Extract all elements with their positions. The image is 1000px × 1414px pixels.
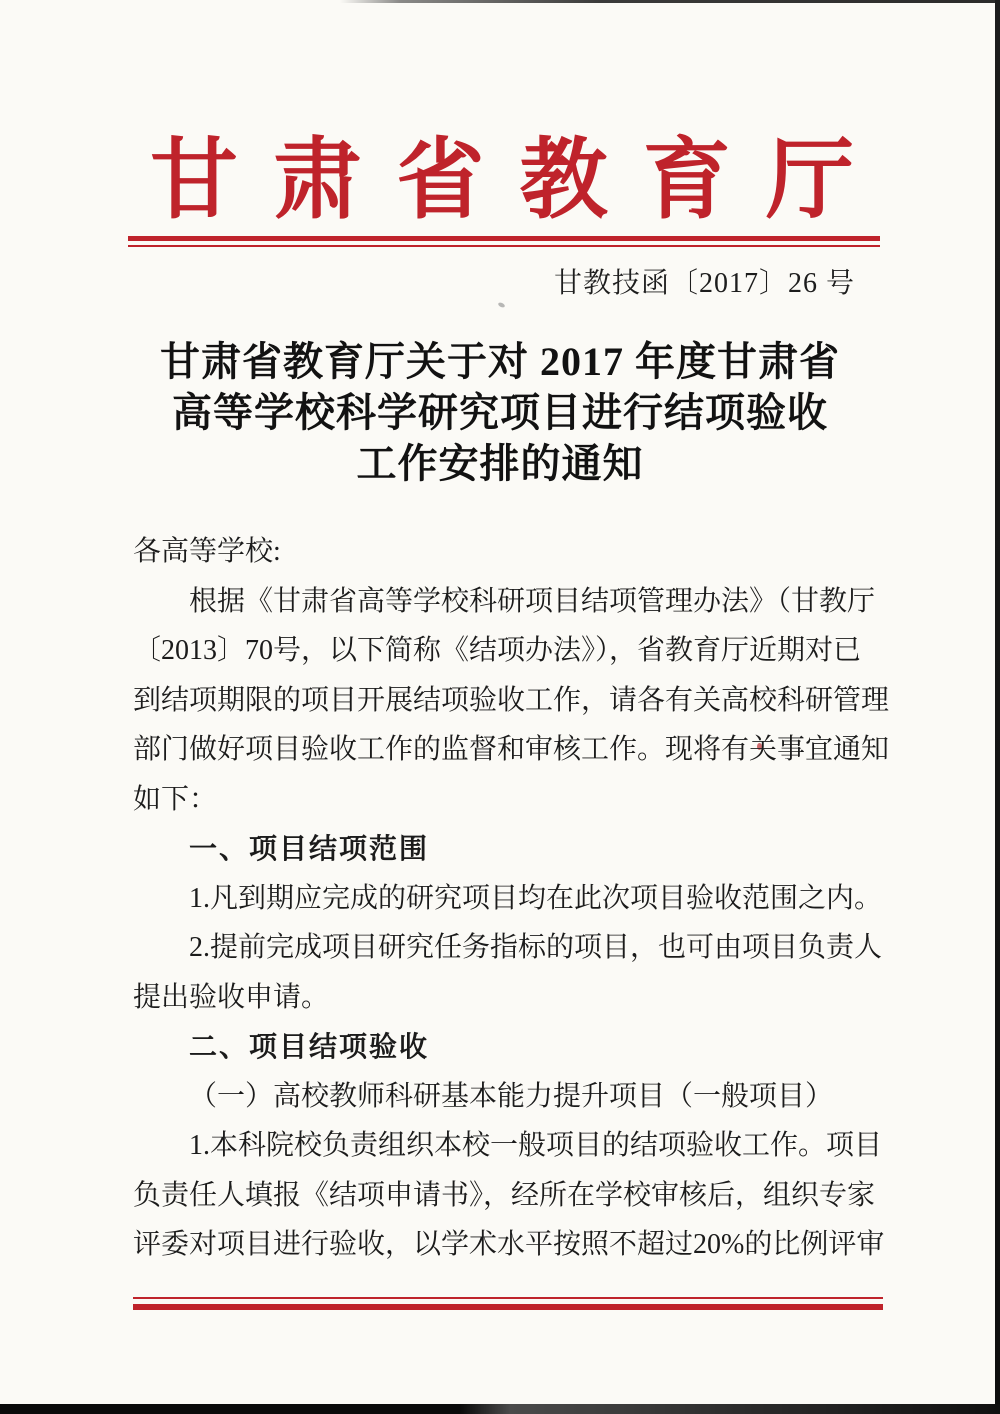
- body-line: 部门做好项目验收工作的监督和审核工作。现将有关事宜通知: [133, 734, 890, 765]
- agency-char: 厅: [765, 133, 854, 230]
- agency-header-title: [150, 134, 854, 231]
- body-line: 到结项期限的项目开展结项验收工作，请各有关高校科研管理: [133, 684, 890, 716]
- document-body: [133, 527, 890, 1270]
- body-line: 1.凡到期应完成的研究项目均在此次项目验收范围之内。: [189, 882, 883, 914]
- body-line: 评委对项目进行验收，以学术水平按照不超过20%的比例评审: [133, 1229, 885, 1260]
- document-title: [0, 336, 1000, 489]
- agency-char: 肃: [273, 133, 362, 230]
- body-line: 提出验收申请。: [133, 981, 330, 1013]
- title-line-3: 工作安排的通知: [356, 441, 644, 486]
- title-line-2: 高等学校科学研究项目进行结项验收: [172, 390, 828, 435]
- scan-artifact-bottom-edge: [0, 1404, 1000, 1414]
- agency-char: 甘: [150, 133, 239, 230]
- agency-char: 教: [519, 133, 608, 230]
- footer-rule-thin: [133, 1297, 883, 1299]
- body-line: 1.本科院校负责组织本校一般项目的结项验收工作。项目: [189, 1130, 883, 1161]
- body-line: 各高等学校:: [133, 536, 281, 567]
- scan-artifact-right-edge: [995, 0, 1000, 1414]
- body-line: 〔2013〕70号，以下简称《结项办法》），省教育厅近期对已: [133, 635, 862, 666]
- body-line: 负责任人填报《结项申请书》，经所在学校审核后，组织专家: [133, 1179, 876, 1211]
- footer-rule-thick: [133, 1304, 883, 1310]
- scan-artifact-top-edge: [0, 0, 1000, 3]
- body-section-heading: 二、项目结项验收: [189, 1031, 430, 1062]
- header-rule-thin: [128, 245, 880, 247]
- body-line: 根据《甘肃省高等学校科研项目结项管理办法》（甘教厅: [189, 585, 876, 617]
- agency-char: 省: [396, 133, 485, 230]
- scan-speck: [497, 302, 505, 309]
- document-number: 甘教技函〔2017〕26 号: [553, 268, 855, 299]
- body-line: 如下：: [133, 783, 218, 815]
- body-line: 2.提前完成项目研究任务指标的项目，也可由项目负责人: [189, 932, 883, 963]
- body-section-heading: 一、项目结项范围: [189, 833, 430, 864]
- agency-char: 育: [642, 133, 731, 230]
- title-line-1: 甘肃省教育厅关于对 2017 年度甘肃省: [160, 339, 840, 384]
- body-line: （一）高校教师科研基本能力提升项目（一般项目）: [189, 1080, 834, 1112]
- header-rule-thick: [128, 236, 880, 241]
